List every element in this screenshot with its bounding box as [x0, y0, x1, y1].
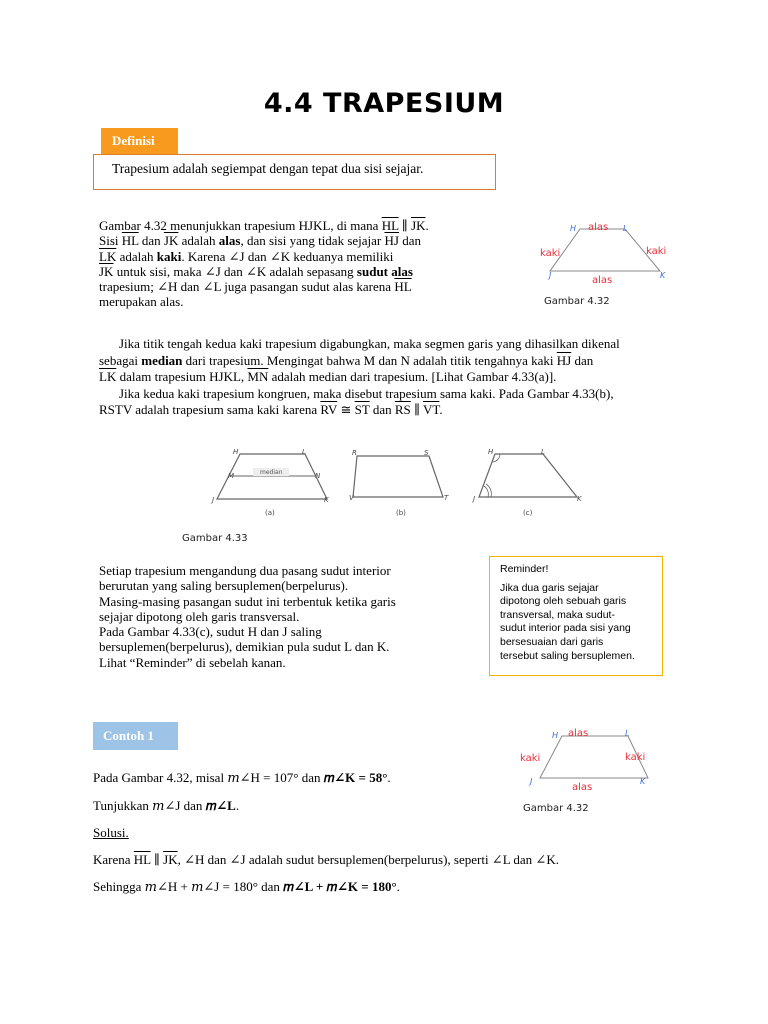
svg-text:S: S — [424, 449, 429, 457]
reminder-line: tersebut saling bersuplemen. — [500, 649, 635, 662]
label-alas-top: alas — [588, 222, 609, 233]
median-line: $\overline{LK}$ dalam trapesium HJKL, $\overline{MN}$ adalah median dari trapesium. [Lihat Gambar 4.33(a)]. — [99, 369, 557, 384]
svg-text:L: L — [302, 448, 306, 456]
interior-line: Masing-masing pasangan sudut ini terbentuk ketika garis — [99, 593, 396, 609]
svg-text:V: V — [349, 494, 354, 502]
median-label: median — [260, 469, 283, 476]
interior-line: Setiap trapesium mengandung dua pasang sudut interior — [99, 563, 391, 578]
figure-4-33c — [471, 448, 583, 517]
label-kaki-left: kaki — [540, 248, 561, 259]
solution-heading: Solusi. — [93, 825, 129, 840]
vertex-l: L — [623, 224, 628, 233]
svg-text:(a): (a) — [265, 509, 275, 517]
svg-text:H: H — [552, 731, 559, 740]
svg-text:H: H — [488, 448, 494, 456]
reminder-line: bersesuaian dari garis — [500, 635, 604, 648]
figure-4-32-bottom — [510, 722, 660, 802]
interior-line: bersuplemen(berpelurus), demikian pula sudut L dan K. — [99, 639, 390, 655]
svg-text:N: N — [315, 472, 321, 480]
svg-text:J: J — [530, 777, 533, 786]
vertex-j: J — [549, 271, 552, 280]
svg-text:T: T — [444, 494, 449, 502]
svg-text:(c): (c) — [523, 509, 533, 517]
svg-text:alas: alas — [568, 728, 589, 739]
intro-line: $\overline{LK}$ adalah kaki. Karena ∠J dan ∠K keduanya memiliki — [99, 248, 394, 264]
definition-text: Trapesium adalah segiempat dengan tepat dua sisi sejajar. — [112, 161, 424, 176]
vertex-h: H — [570, 224, 577, 233]
svg-text:R: R — [352, 449, 357, 457]
label-alas-bottom: alas — [592, 275, 613, 286]
interior-line: Pada Gambar 4.33(c), sudut H dan J saling — [99, 624, 322, 640]
example-task: Tunjukkan 𝑚∠J dan 𝑚∠L. — [93, 798, 240, 813]
intro-line: $\overline{JK}$ untuk sisi, maka ∠J dan ∠K adalah sepasang sudut alas — [99, 263, 413, 279]
definition-tag: Definisi — [101, 128, 178, 154]
median-paragraph — [99, 336, 669, 419]
figure-4-33a — [210, 448, 330, 517]
reminder-line: transversal, maka sudut- — [500, 608, 615, 621]
svg-text:L: L — [541, 448, 545, 456]
svg-text:J: J — [473, 495, 476, 503]
label-kaki-right: kaki — [646, 246, 667, 257]
interior-angles-paragraph — [99, 563, 459, 670]
intro-line: trapesium; ∠H dan ∠L juga pasangan sudut alas karena $\overline{HL}$ — [99, 279, 412, 295]
figure-4-32-bottom-caption: Gambar 4.32 — [523, 803, 589, 814]
svg-text:alas: alas — [572, 782, 593, 793]
reminder-line: dipotong oleh sebuah garis — [500, 595, 627, 608]
figure-4-33 — [205, 442, 595, 527]
svg-text:kaki: kaki — [625, 752, 646, 763]
svg-text:L: L — [625, 729, 630, 738]
svg-text:J: J — [212, 496, 215, 504]
svg-text:(b): (b) — [396, 509, 406, 517]
interior-line: sejajar dipotong oleh garis transversal. — [99, 608, 300, 624]
solution-line-2: Sehingga 𝑚∠H + 𝑚∠J = 180° dan 𝑚∠L + 𝑚∠K = 180°. — [93, 879, 400, 894]
intro-line: merupakan alas. — [99, 294, 184, 310]
definition-box — [93, 154, 496, 190]
median-line: sebagai median dari trapesium. Mengingat bahwa M dan N adalah titik tengahnya kaki $\overline{HJ}$ dan — [99, 352, 594, 368]
svg-text:K: K — [324, 496, 329, 504]
svg-text:H: H — [233, 448, 239, 456]
figure-4-33b — [349, 449, 449, 517]
svg-text:K: K — [640, 777, 646, 786]
solution-line-1: Karena $\overline{HL}$ ∥ $\overline{JK}$, ∠H dan ∠J adalah sudut bersuplemen(berpelurus), seperti ∠L dan ∠K. — [93, 852, 559, 867]
reminder-line: sudut interior pada sisi yang — [500, 622, 631, 635]
median-line: RSTV adalah trapesium sama kaki karena $\overline{RV}$ ≅ $\overline{ST}$ dan $\overline{RS}$ ∥ $\overline{VT}$. — [99, 402, 443, 417]
example-given: Pada Gambar 4.32, misal 𝑚∠H = 107° dan 𝑚∠K = 58°. — [93, 770, 391, 785]
svg-text:kaki: kaki — [520, 753, 541, 764]
intro-paragraph — [99, 218, 499, 310]
example-tag: Contoh 1 — [93, 722, 178, 750]
svg-text:M: M — [228, 472, 235, 480]
page-title: 4.4 TRAPESIUM — [263, 88, 505, 119]
reminder-box — [489, 556, 663, 676]
figure-4-33-caption: Gambar 4.33 — [182, 533, 248, 544]
interior-line: Lihat “Reminder” di sebelah kanan. — [99, 654, 286, 670]
intro-line: Gambar 4.32 menunjukkan trapesium HJKL, di mana $\overline{HL}$ ∥ $\overline{JK}$. — [99, 218, 429, 233]
figure-4-32-caption: Gambar 4.32 — [544, 296, 610, 307]
median-line: Jika kedua kaki trapesium kongruen, maka disebut trapesium sama kaki. Pada Gambar 4.33(b), — [119, 385, 614, 401]
trapezoid-shape — [550, 229, 660, 271]
reminder-line: Jika dua garis sejajar — [500, 581, 599, 594]
vertex-k: K — [660, 271, 666, 280]
median-line: Jika titik tengah kedua kaki trapesium digabungkan, maka segmen garis yang dihasilkan dikenal — [119, 336, 620, 351]
interior-line: berurutan yang saling bersuplemen(berpelurus). — [99, 578, 349, 594]
svg-text:K: K — [577, 495, 582, 503]
intro-line: Sisi $\overline{HL}$ dan $\overline{JK}$ adalah alas, dan sisi yang tidak sejajar $\overline{HJ}$ dan — [99, 233, 421, 249]
reminder-title: Reminder! — [500, 563, 549, 575]
